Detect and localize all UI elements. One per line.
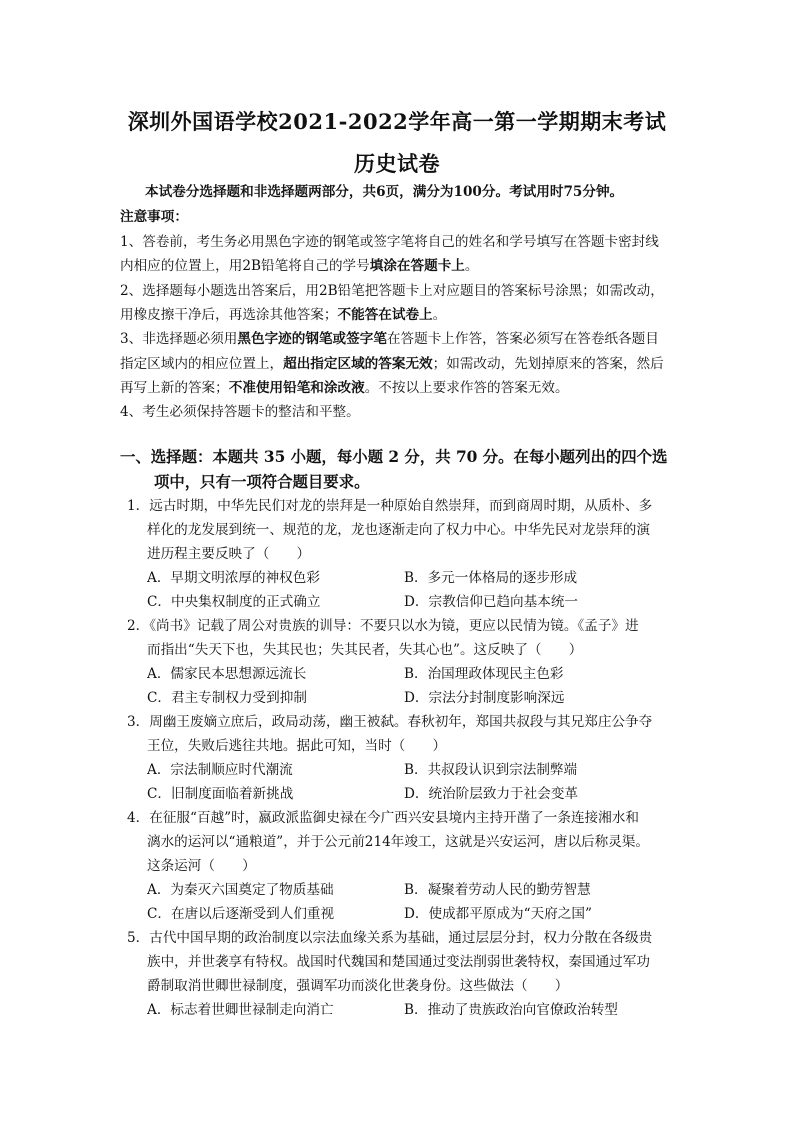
question-3-line-2: 王位，失败后逃往共地。据此可知，当时（ ） <box>147 738 447 754</box>
question-4-option-d: D．使成都平原成为“天府之国” <box>404 906 592 922</box>
note-1-line-2 <box>120 257 478 275</box>
question-5-line-3: 爵制取消世卿世禄制度，强调军功而淡化世袭身份。这些做法（ ） <box>147 978 569 994</box>
question-4-line-2: 漓水的运河以“通粮道”，并于公元前214年竣工，这就是兴安运河，唐以后称灵渠。 <box>147 834 650 850</box>
question-4-line-1: 4．在征服“百越”时，嬴政派监御史禄在今广西兴安县境内主持开凿了一条连接湘水和 <box>127 810 639 826</box>
note-text: ；如需改动，先划掉原来的答案，然后 <box>432 356 664 372</box>
question-4-option-b: B．凝聚着劳动人民的勤劳智慧 <box>404 882 591 898</box>
note-3-line-2 <box>120 355 664 373</box>
question-4-option-a: A．为秦灭六国奠定了物质基础 <box>147 882 334 898</box>
question-1-line-3: 进历程主要反映了（ ） <box>147 546 311 562</box>
question-2-option-a: A．儒家民本思想源远流长 <box>147 666 307 682</box>
question-2-option-c: C．君主专制权力受到抑制 <box>147 690 307 706</box>
note-text: 3、非选择题必须用 <box>120 331 238 347</box>
question-2-option-d: D．宗法分封制度影响深远 <box>404 690 565 706</box>
note-3-line-3 <box>120 379 569 397</box>
section-1-heading-line-1: 一、选择题：本题共 35 小题，每小题 2 分，共 70 分。在每小题列出的四个选 <box>120 448 668 466</box>
question-2-line-1: 2．《尚书》记载了周公对贵族的训导：不要只以水为镜，更应以民情为镜。《孟子》进 <box>127 618 639 634</box>
notes-heading: 注意事项： <box>120 209 188 225</box>
exam-subtitle: 历史试卷 <box>354 151 440 176</box>
note-3-line-1 <box>120 330 659 348</box>
question-4-option-c: C．在唐以后逐渐受到人们重视 <box>147 906 335 922</box>
question-1-line-1: 1．远古时期，中华先民们对龙的崇拜是一种原始自然崇拜，而到商周时期，从质朴、多 <box>127 498 653 514</box>
question-3-option-a: A．宗法制顺应时代潮流 <box>147 762 293 778</box>
note-text: 用橡皮擦干净后，再选涂其他答案； <box>120 307 338 323</box>
question-3-option-d: D．统治阶层致力于社会变革 <box>404 786 579 802</box>
note-emphasis: 不能答在试卷上 <box>337 307 433 323</box>
question-1-line-2: 样化的龙发展到统一、规范的龙，龙也逐渐走向了权力中心。中华先民对龙崇拜的演 <box>147 522 650 538</box>
question-2-line-2: 而指出“失天下也，失其民也；失其民者，失其心也”。这反映了（ ） <box>147 642 583 658</box>
question-3-option-c: C．旧制度面临着新挑战 <box>147 786 294 802</box>
question-1-option-b: B．多元一体格局的逐步形成 <box>404 570 578 586</box>
question-1-option-c: C．中央集权制度的正式确立 <box>147 594 321 610</box>
exam-intro: 本试卷分选择题和非选择题两部分，共6页，满分为100分。考试用时75分钟。 <box>145 184 624 200</box>
note-2-line-2 <box>120 306 446 324</box>
question-5-line-1: 5．古代中国早期的政治制度以宗法血缘关系为基础，通过层层分封，权力分散在各级贵 <box>127 930 653 946</box>
section-1-heading-line-2: 项中，只有一项符合题目要求。 <box>154 473 370 491</box>
note-emphasis: 不准使用铅笔和涂改液 <box>228 380 365 396</box>
note-text: 在答题卡上作答，答案必须写在答卷纸各题目 <box>386 331 659 347</box>
exam-title: 深圳外国语学校2021-2022学年高一第一学期期末考试 <box>127 109 667 134</box>
note-2-line-1: 2、选择题每小题选出答案后，用2B铅笔把答题卡上对应题目的答案标号涂黑；如需改动， <box>120 283 664 299</box>
question-5-option-a: A．标志着世卿世禄制走向消亡 <box>147 1002 334 1018</box>
question-1-option-d: D．宗教信仰已趋向基本统一 <box>404 594 579 610</box>
note-text: 指定区域内的相应位置上， <box>120 356 284 372</box>
note-text: 。不按以上要求作答的答案无效。 <box>364 380 569 396</box>
question-3-option-b: B．共叔段认识到宗法制弊端 <box>404 762 578 778</box>
question-2-option-b: B．治国理政体现民主色彩 <box>404 666 564 682</box>
question-3-line-1: 3．周幽王废嫡立庶后，政局动荡，幽王被弑。春秋初年，郑国共叔段与其兄郑庄公争夺 <box>127 714 653 730</box>
note-4: 4、考生必须保持答题卡的整洁和平整。 <box>120 404 360 420</box>
note-emphasis: 黑色字迹的钢笔或签字笔 <box>237 331 387 347</box>
question-5-line-2: 族中，并世袭享有特权。战国时代魏国和楚国通过变法削弱世袭特权，秦国通过军功 <box>147 954 650 970</box>
question-5-option-b: B．推动了贵族政治向官僚政治转型 <box>404 1002 618 1018</box>
question-1-option-a: A．早期文明浓厚的神权色彩 <box>147 570 320 586</box>
note-text: 。 <box>464 258 479 274</box>
note-emphasis: 超出指定区域的答案无效 <box>283 356 433 372</box>
note-1-line-1: 1、答卷前，考生务必用黑色字迹的钢笔或签字笔将自己的姓名和学号填写在答题卡密封线 <box>120 234 659 250</box>
note-text: 内相应的位置上，用2B铅笔将自己的学号 <box>120 258 370 274</box>
note-emphasis: 填涂在答题卡上 <box>369 258 465 274</box>
note-text: 再写上新的答案； <box>120 380 229 396</box>
question-4-line-3: 这条运河（ ） <box>147 858 256 874</box>
note-text: 。 <box>432 307 447 323</box>
